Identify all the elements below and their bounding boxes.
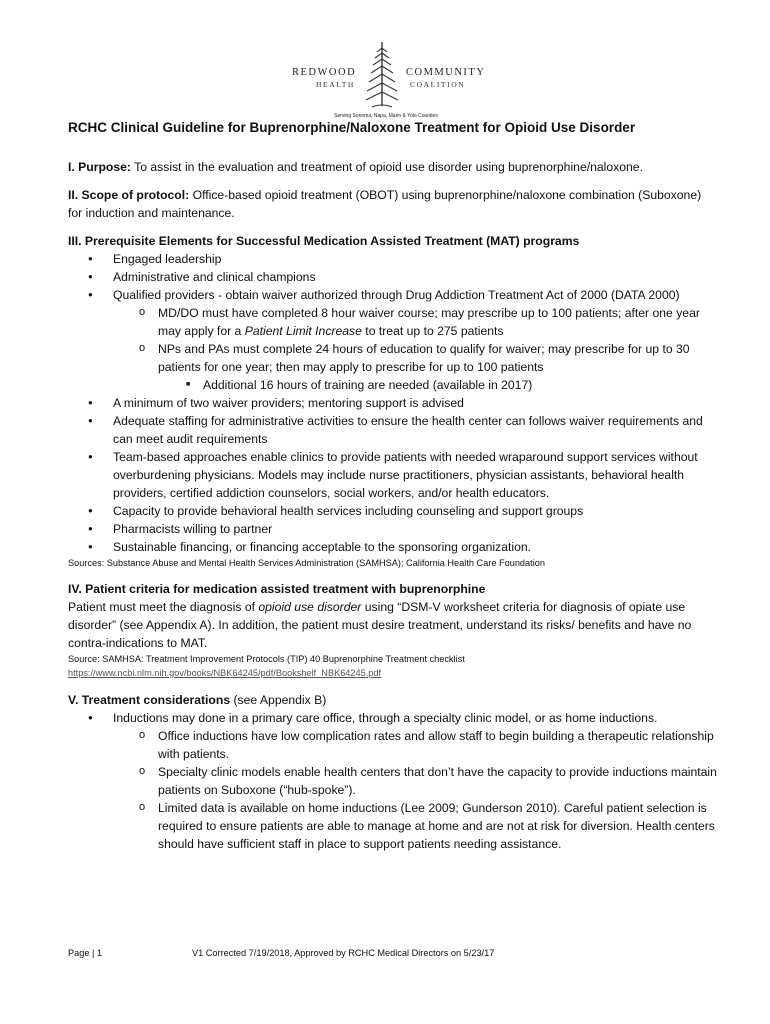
sub-list-item: o Limited data is available on home inductions (Lee 2009; Gunderson 2010). Careful patient selection is required to ensure patients are able to manage at home and are not at risk for diversion. Health centers should have sufficient staff in place to support patients needing assistance. [113,799,718,853]
criteria-source-link[interactable]: https://www.ncbi.nlm.nih.gov/books/NBK64245/pdf/Bookshelf_NBK64245.pdf [68,668,382,678]
redwood-tree-icon [362,40,402,120]
list-item-text: Qualified providers - obtain waiver authorized through Drug Addiction Treatment Act of 2000 (DATA 2000) [113,288,680,302]
emphasis-text: Patient Limit Increase [244,324,362,338]
list-item: ● Administrative and clinical champions [68,268,718,286]
logo-word-redwood: REDWOOD [292,67,357,78]
section-purpose [68,158,718,176]
treatment-heading: V. Treatment considerations (see Appendix B) [68,693,327,707]
criteria-text: Patient must meet the diagnosis of opioid use disorder using “DSM-V worksheet criteria for diagnosis of opiate use disorder” (see Appendix A). In addition, the patient must desire treatment, understand its risks/ benefits and have no contra-indications to MAT. [68,600,692,650]
list-item: ● Inductions may done in a primary care office, through a specialty clinic model, or as home inductions. o Office inductions have low complication rates and allow staff to begin building a therapeutic relationship with patients. o Specialty clinic models enable health centers that don’t have the capacity to provide inductions maintain patients on Suboxone (“hub-spoke”). o Limited data is available on home inductions (Lee 2009; Gunderson 2010). Careful patient selection is required to ensure patients are able to manage at home and are not at risk for diversion. Health centers should have sufficient staff in place to support patients needing assistance. [68,709,718,853]
footer-page-number: Page | 1 [68,948,103,958]
logo-word-community: COMMUNITY [406,67,486,78]
list-item: ● Team-based approaches enable clinics to provide patients with needed wraparound support services without overburdening physicians. Models may include nurse practitioners, physician assistants, behavioral health providers, certified addiction counselors, social workers, and/or health educators. [68,448,718,502]
purpose-text: To assist in the evaluation and treatment of opioid use disorder using buprenorphine/naloxone. [130,160,643,174]
sub-sub-list [158,376,718,394]
logo-tagline: Serving Sonoma, Napa, Marin & Yolo Counties [334,113,438,119]
rchc-logo [286,40,486,126]
sub-list-item: o Specialty clinic models enable health centers that don’t have the capacity to provide inductions maintain patients on Suboxone (“hub-spoke”). [113,763,718,799]
prereq-sources: Sources: Substance Abuse and Mental Health Services Administration (SAMHSA); California Health Care Foundation [68,558,545,568]
purpose-label: I. Purpose: [68,160,131,174]
sub-sub-list-item: ■ Additional 16 hours of training are needed (available in 2017) [158,376,718,394]
sub-list-item: o Office inductions have low complication rates and allow staff to begin building a therapeutic relationship with patients. [113,727,718,763]
treatment-list [68,709,718,853]
prereq-heading: III. Prerequisite Elements for Successful Medication Assisted Treatment (MAT) programs [68,234,580,248]
criteria-heading: IV. Patient criteria for medication assisted treatment with buprenorphine [68,582,486,596]
list-item: ● Engaged leadership [68,250,718,268]
list-item: ● Capacity to provide behavioral health services including counseling and support groups [68,502,718,520]
logo-word-coalition: COALITION [410,80,466,89]
list-item: ● Sustainable financing, or financing acceptable to the sponsoring organization. [68,538,718,556]
footer-version: V1 Corrected 7/19/2018, Approved by RCHC Medical Directors on 5/23/17 [192,948,495,958]
section-scope [68,186,718,222]
list-item: ● A minimum of two waiver providers; mentoring support is advised [68,394,718,412]
sub-list [113,304,718,394]
document-title: RCHC Clinical Guideline for Buprenorphine/Naloxone Treatment for Opioid Use Disorder [68,120,636,135]
list-item [68,286,718,394]
document-body [68,158,718,853]
sub-list-item: o MD/DO must have completed 8 hour waiver course; may prescribe up to 100 patients; after one year may apply for a Patient Limit Increase to treat up to 275 patients [113,304,718,340]
scope-label: II. Scope of protocol: [68,188,190,202]
logo-word-health: HEALTH [316,80,355,89]
scope-text: Office-based opioid treatment (OBOT) using buprenorphine/naloxone combination (Suboxone) for induction and maintenance. [68,188,702,220]
prereq-list [68,250,718,556]
emphasis-text: opioid use disorder [258,600,362,614]
sub-list [113,727,718,853]
sub-list-item: o NPs and PAs must complete 24 hours of education to qualify for waiver; may prescribe for up to 30 patients for one year; then may apply to prescribe for up to 100 patients ■ Additional 16 hours of training are needed (available in 2017) [113,340,718,394]
criteria-source: Source: SAMHSA: Treatment Improvement Protocols (TIP) 40 Buprenorphine Treatment checklist [68,654,465,664]
list-item: ● Adequate staffing for administrative activities to ensure the health center can follows waiver requirements and can meet audit requirements [68,412,718,448]
list-item: ● Pharmacists willing to partner [68,520,718,538]
